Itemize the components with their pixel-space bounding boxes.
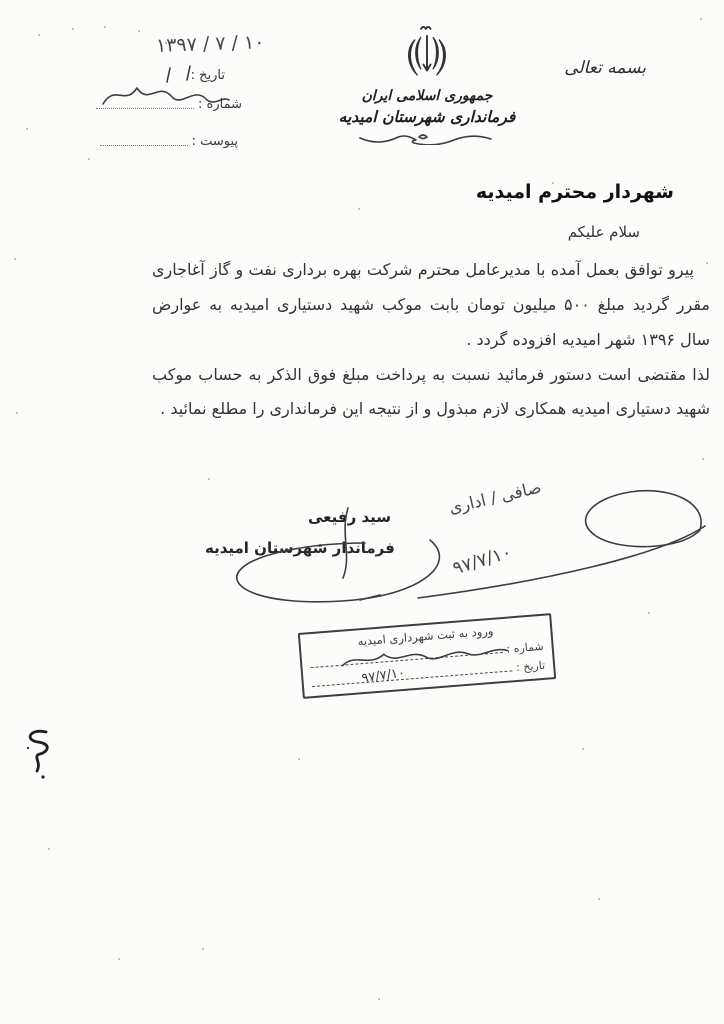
attachment-label: پیوست : — [191, 134, 238, 149]
addressee-line: شهردار محترم امیدیه — [475, 181, 674, 203]
stamp-number-label: شماره : — [505, 639, 545, 656]
stamp-title: ورود به ثبت شهرداری امیدیه — [357, 623, 494, 649]
org-office-name: فرمانداری شهرستان امیدیه — [338, 108, 516, 126]
org-country-name: جمهوری اسلامی ایران — [361, 88, 493, 104]
stamp-handwritten-date: ۹۷/۷/۱۰ — [360, 665, 406, 687]
handwritten-number-scribble — [95, 58, 235, 110]
attachment-field-row — [100, 134, 238, 149]
handwritten-registration-date: ۱۳۹۷ / ۷ / ۱۰ — [155, 31, 265, 57]
ink-smudge — [16, 726, 66, 782]
handwritten-signature-date: ۹۷/۷/۱۰ — [450, 541, 515, 580]
registry-stamp — [298, 613, 556, 699]
calligraphic-flourish — [357, 129, 497, 145]
signer-title: فرماندار شهرستان امیدیه — [205, 539, 395, 557]
bismillah: بسمه تعالی — [564, 58, 646, 78]
stamp-date-label: تاریخ : — [515, 658, 546, 675]
dotted-leader — [100, 142, 188, 146]
date-label: تاریخ : — [190, 68, 225, 83]
number-label: شماره : — [198, 97, 242, 112]
handwritten-routing-note: صافی / اداری — [447, 477, 544, 518]
body-paragraph-2: لذا مقتضی است دستور فرمائید نسبت به پرداخت مبلغ فوق الذکر به حساب موکب شهید دستیاری امیدیه همکاری لازم مبذول و از نتیجه این فرمانداری را مطلع نمائید . — [152, 365, 710, 418]
body-paragraph-1: پیرو توافق بعمل آمده با مدیرعامل محترم شرکت بهره برداری نفت و گاز آغاجاری مقرر گردید مبلغ ۵۰۰ میلیون تومان بابت موکب شهید دستیاری امیدیه به عوارض سال ۱۳۹۶ شهر امیدیه افزوده گردد . — [152, 260, 711, 349]
salutation: سلام علیکم — [567, 223, 640, 241]
signer-name: سید رفیعی — [308, 508, 391, 526]
letterhead — [332, 24, 522, 145]
iran-emblem-icon — [400, 24, 454, 86]
scan-noise-speckles — [0, 0, 2, 2]
signature-scribble — [200, 478, 724, 623]
